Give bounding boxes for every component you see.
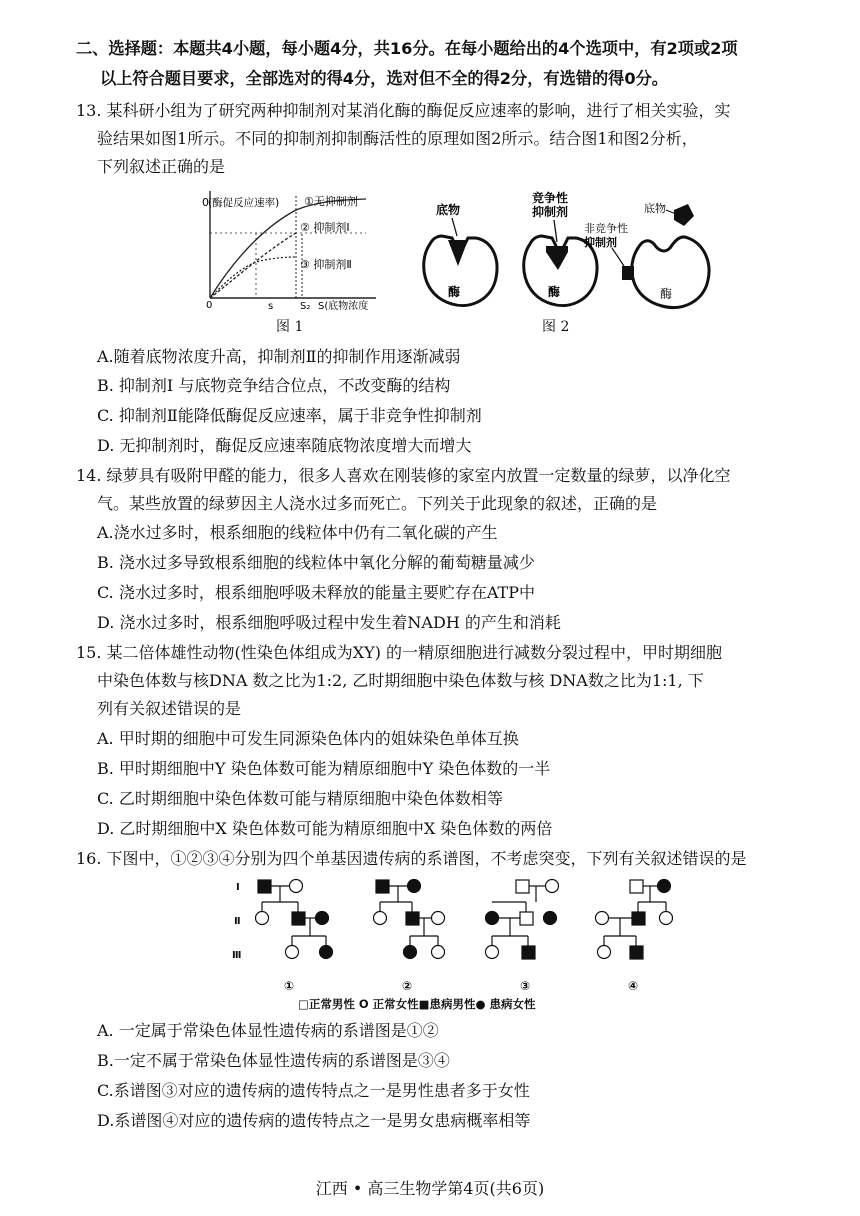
fig1-o-label: 0	[202, 196, 209, 209]
q15-stem-line3: 列有关叙述错误的是	[97, 699, 242, 718]
section-header-line2: 以上符合题目要求，全部选对的得4分，选对但不全的得2分，有选错的得0分。	[100, 69, 668, 88]
fig1-caption: 图 1	[276, 319, 304, 335]
fig2-substrate-label: 底物	[436, 203, 461, 217]
figure-1-graph	[196, 186, 396, 316]
q13-option-c: C. 抑制剂Ⅱ能降低酶促反应速率，属于非竞争性抑制剂	[97, 406, 482, 425]
pedigree-charts	[226, 872, 686, 1014]
q13-stem-line2: 验结果如图1所示。不同的抑制剂抑制酶活性的原理如图2所示。结合图1和图2分析，	[97, 129, 698, 148]
page-footer: 江西 • 高三生物学第4页(共6页)	[315, 1179, 545, 1198]
q14-stem-line1: 14. 绿萝具有吸附甲醛的能力，很多人喜欢在刚装修的家室内放置一定数量的绿萝，以净化空	[76, 466, 731, 485]
fig2-enzyme-noncompetitive	[584, 201, 709, 308]
pedigree-label-2: ②	[402, 979, 413, 993]
pedigree-3	[486, 880, 559, 960]
q16-option-c: C.系谱图③对应的遗传病的遗传特点之一是男性患者多于女性	[97, 1081, 530, 1100]
fig2-competitive-label-1: 竞争性	[532, 191, 569, 205]
fig2-substrate-free	[674, 204, 694, 226]
q16-stem-line1: 16. 下图中，①②③④分别为四个单基因遗传病的系谱图，不考虑突变，下列有关叙述错误的是	[76, 849, 747, 868]
q15-option-d: D. 乙时期细胞中X 染色体数可能为精原细胞中X 染色体数的两倍	[97, 819, 553, 838]
fig1-origin: 0	[206, 300, 213, 311]
fig2-enzyme-label-2: 酶	[548, 285, 561, 299]
fig2-noncompetitive-label-1: 非竞争性	[584, 222, 628, 235]
q14-option-d: D. 浇水过多时，根系细胞呼吸过程中发生着NADH 的产生和消耗	[97, 613, 561, 632]
q13-option-d: D. 无抑制剂时，酶促反应速率随底物浓度增大而增大	[97, 436, 472, 455]
fig1-ylabel: (酶促反应速率)	[208, 197, 280, 209]
pedigree-2	[374, 880, 445, 959]
pedigree-4	[596, 880, 673, 960]
q14-option-b: B. 浇水过多导致根系细胞的线粒体中氧化分解的葡萄糖量减少	[97, 553, 535, 572]
fig1-x-s: s	[268, 301, 274, 312]
q15-stem-line1: 15. 某二倍体雄性动物(性染色体组成为XY) 的一精原细胞进行减数分裂过程中，甲时期细胞	[76, 643, 723, 662]
pedigree-label-1: ①	[284, 979, 295, 993]
fig2-noncompetitive-inhibitor	[622, 266, 634, 280]
fig1-curve-no-inhibitor	[210, 199, 366, 298]
pedigree-1	[256, 880, 333, 959]
q15-stem-line2: 中染色体数与核DNA 数之比为1:2, 乙时期细胞中染色体数与核 DNA数之比为1:1, 下	[97, 671, 704, 690]
fig1-curve3-label: ③ 抑制剂Ⅱ	[300, 258, 352, 271]
gen-label-3: Ⅲ	[232, 950, 242, 961]
pedigree-label-3: ③	[520, 979, 531, 993]
q14-stem-line2: 气。某些放置的绿萝因主人浇水过多而死亡。下列关于此现象的叙述，正确的是	[97, 494, 658, 513]
q13-option-b: B. 抑制剂Ⅰ 与底物竞争结合位点，不改变酶的结构	[97, 376, 451, 395]
fig2-enzyme-label-3: 酶	[660, 287, 673, 301]
q15-option-c: C. 乙时期细胞中染色体数可能与精原细胞中染色体数相等	[97, 789, 503, 808]
fig2-noncompetitive-label-2: 抑制剂	[584, 236, 617, 249]
q13-stem-line3: 下列叙述正确的是	[97, 157, 226, 176]
fig2-caption: 图 2	[542, 319, 570, 335]
section-header-line1: 二、选择题：本题共4小题，每小题4分，共16分。在每小题给出的4个选项中，有2项或2项	[76, 39, 738, 58]
q15-option-b: B. 甲时期细胞中Y 染色体数可能为精原细胞中Y 染色体数的一半	[97, 759, 551, 778]
gen-label-1: Ⅰ	[236, 882, 240, 893]
q15-option-a: A. 甲时期的细胞中可发生同源染色体内的姐妹染色单体互换	[97, 729, 519, 748]
q16-option-d: D.系谱图④对应的遗传病的遗传特点之一是男女患病概率相等	[97, 1111, 531, 1130]
fig1-x-s2: S₂	[300, 301, 311, 312]
figure-2-diagram	[412, 186, 732, 316]
pedigree-legend: □正常男性 O 正常女性■患病男性● 患病女性	[298, 997, 536, 1011]
fig2-enzyme-label-1: 酶	[448, 285, 461, 299]
fig1-curve2-label: ② 抑制剂Ⅰ	[300, 221, 350, 234]
q16-option-a: A. 一定属于常染色体显性遗传病的系谱图是①②	[97, 1021, 439, 1040]
q14-option-a: A.浇水过多时，根系细胞的线粒体中仍有二氧化碳的产生	[97, 523, 498, 542]
fig2-enzyme-normal	[424, 202, 497, 306]
q13-option-a: A.随着底物浓度升高，抑制剂Ⅱ的抑制作用逐渐减弱	[97, 347, 461, 366]
fig1-curve1-label: ①无抑制剂	[304, 195, 358, 208]
gen-label-2: Ⅱ	[234, 916, 241, 927]
fig2-competitive-label-2: 抑制剂	[532, 205, 569, 219]
pedigree-label-4: ④	[628, 979, 639, 993]
q14-option-c: C. 浇水过多时，根系细胞呼吸未释放的能量主要贮存在ATP中	[97, 583, 535, 602]
fig2-substrate-label-2: 底物	[644, 202, 666, 215]
q16-option-b: B.一定不属于常染色体显性遗传病的系谱图是③④	[97, 1051, 450, 1070]
q13-stem-line1: 13. 某科研小组为了研究两种抑制剂对某消化酶的酶促反应速率的影响，进行了相关实验，实	[76, 101, 731, 120]
fig1-xlabel: S(底物浓度	[318, 301, 369, 312]
